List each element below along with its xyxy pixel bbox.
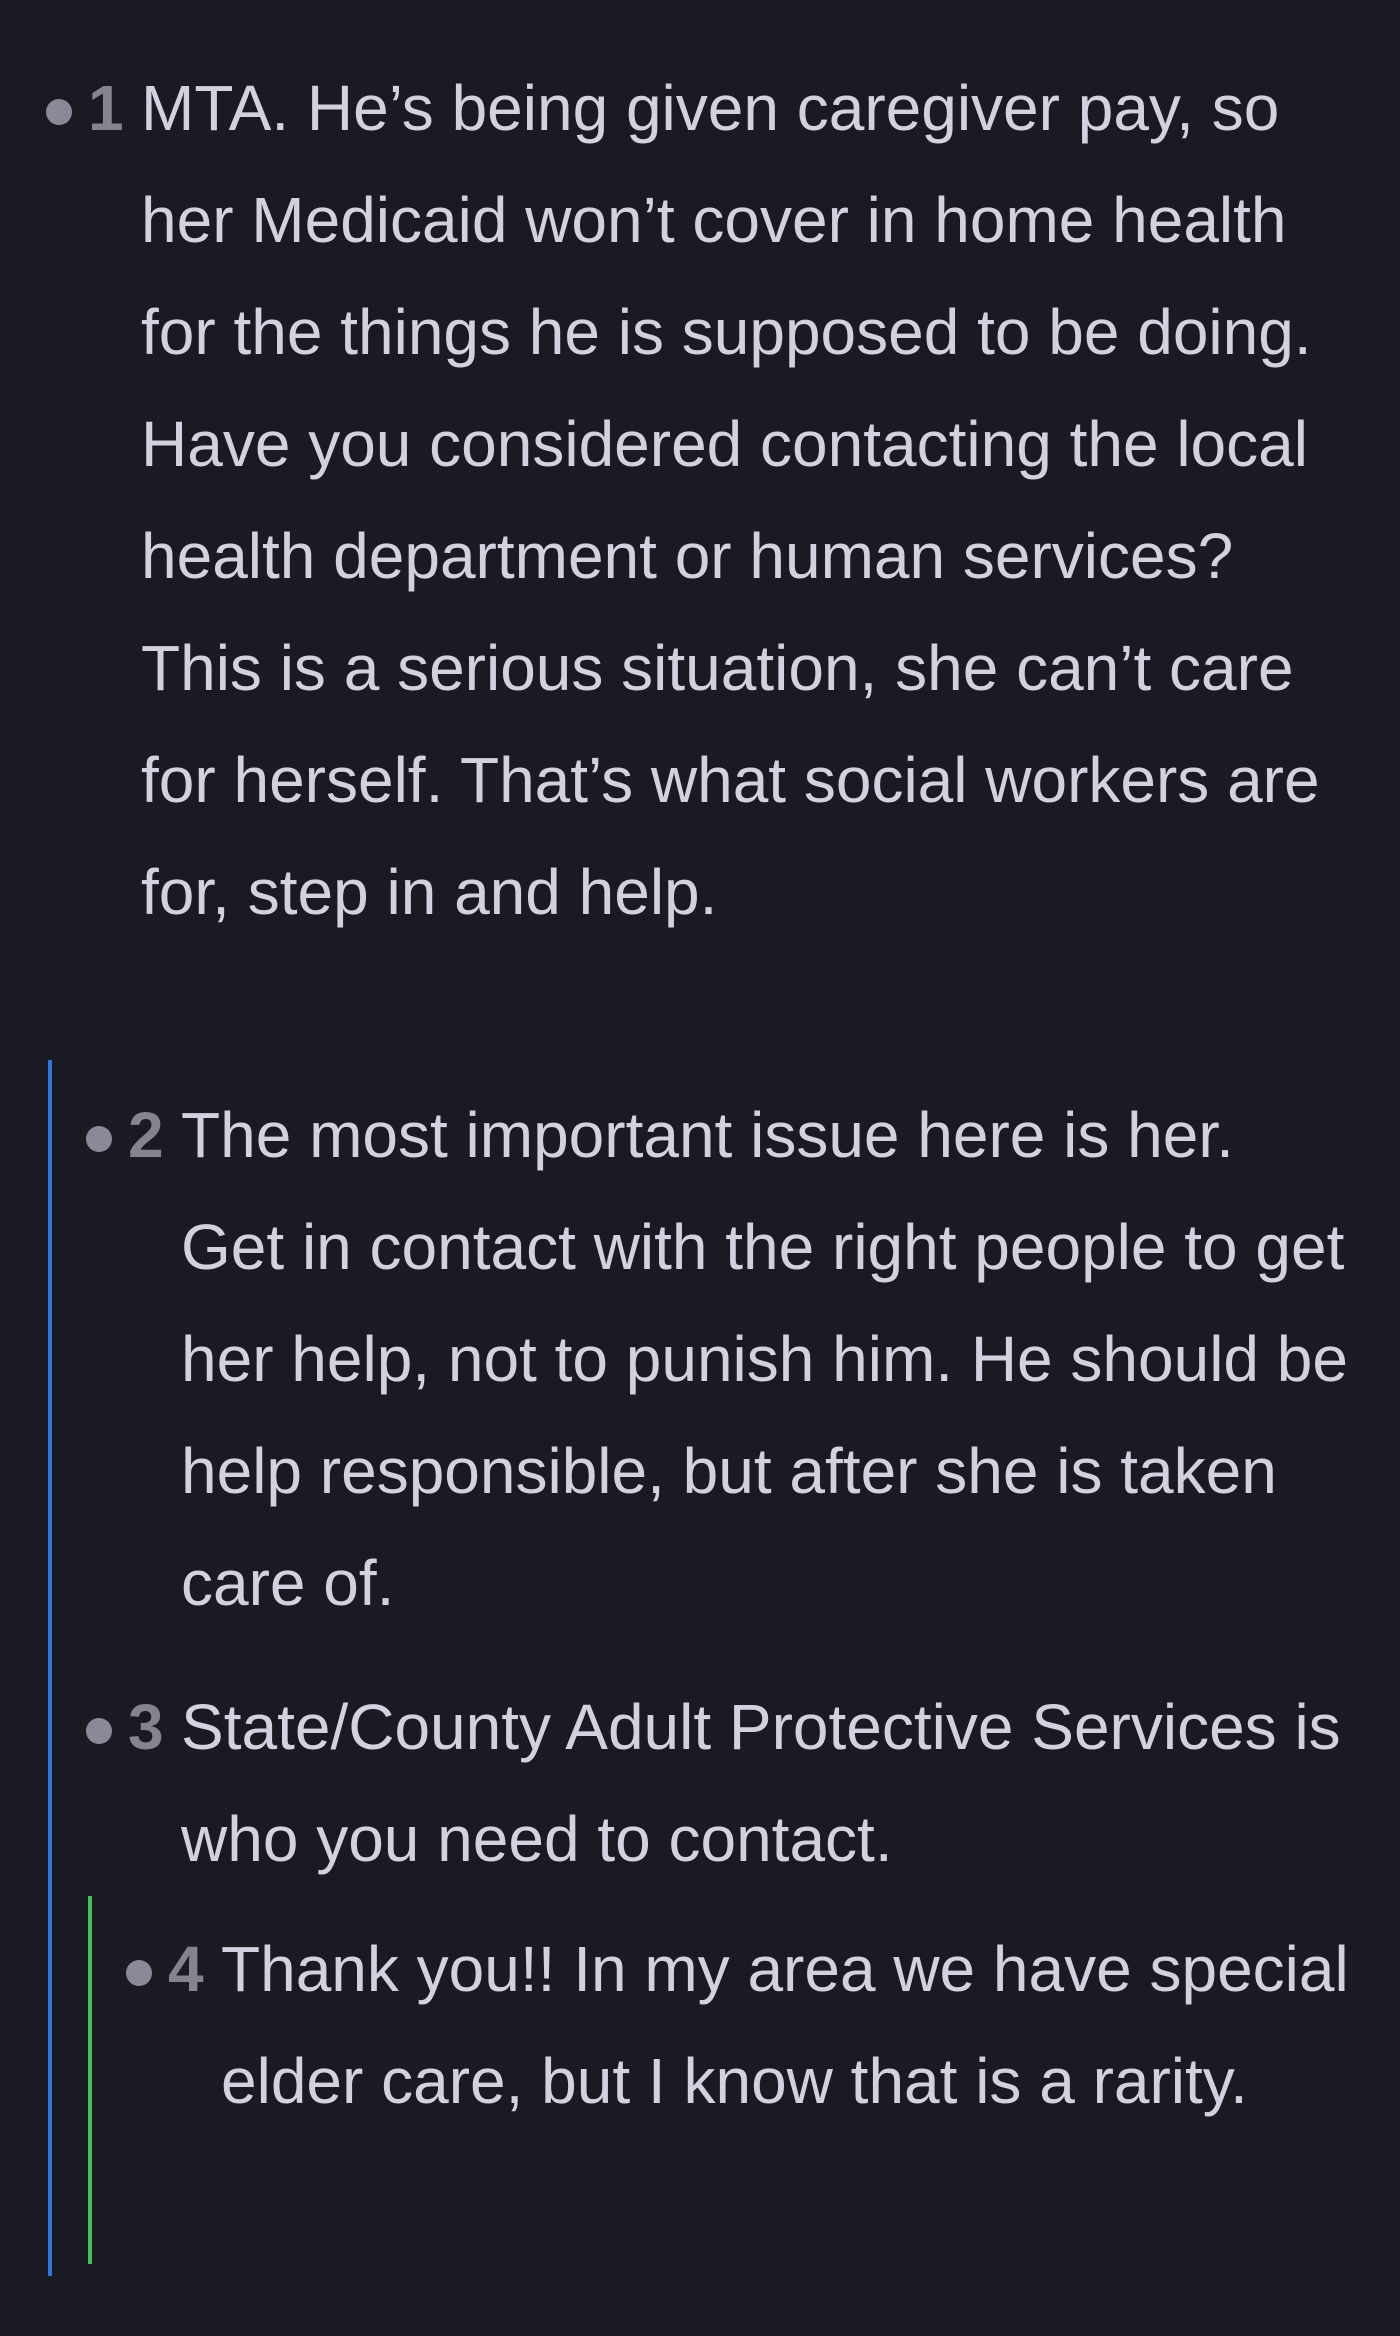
comment-number: 3 — [128, 1691, 164, 1763]
bullet-icon — [86, 1126, 112, 1152]
comment-number: 4 — [168, 1933, 204, 2005]
thread-rail-depth-2[interactable] — [88, 1896, 92, 2264]
comment-text: Thank you!! In my area we have special elder care, but I know that is a rarity. — [221, 1933, 1349, 2117]
bullet-icon — [86, 1718, 112, 1744]
comment-number: 2 — [128, 1099, 164, 1171]
bullet-icon — [126, 1960, 152, 1986]
thread-rail-depth-1[interactable] — [48, 1060, 52, 2276]
comment-text: MTA. He’s being given caregiver pay, so her Medicaid won’t cover in home health for the things he is supposed to be doing. Have you considered contacting the local health department or human services? This is a serious situation, she can’t care for herself. That’s what social workers are for, step in and help. — [141, 72, 1320, 928]
comment-text: The most important issue here is her. Get in contact with the right people to get her help, not to punish him. He should be help responsible, but after she is taken care of. — [181, 1099, 1348, 1619]
comment-text: State/County Adult Protective Services is who you need to contact. — [181, 1691, 1341, 1875]
bullet-icon — [46, 99, 72, 125]
comment-number: 1 — [88, 72, 124, 144]
